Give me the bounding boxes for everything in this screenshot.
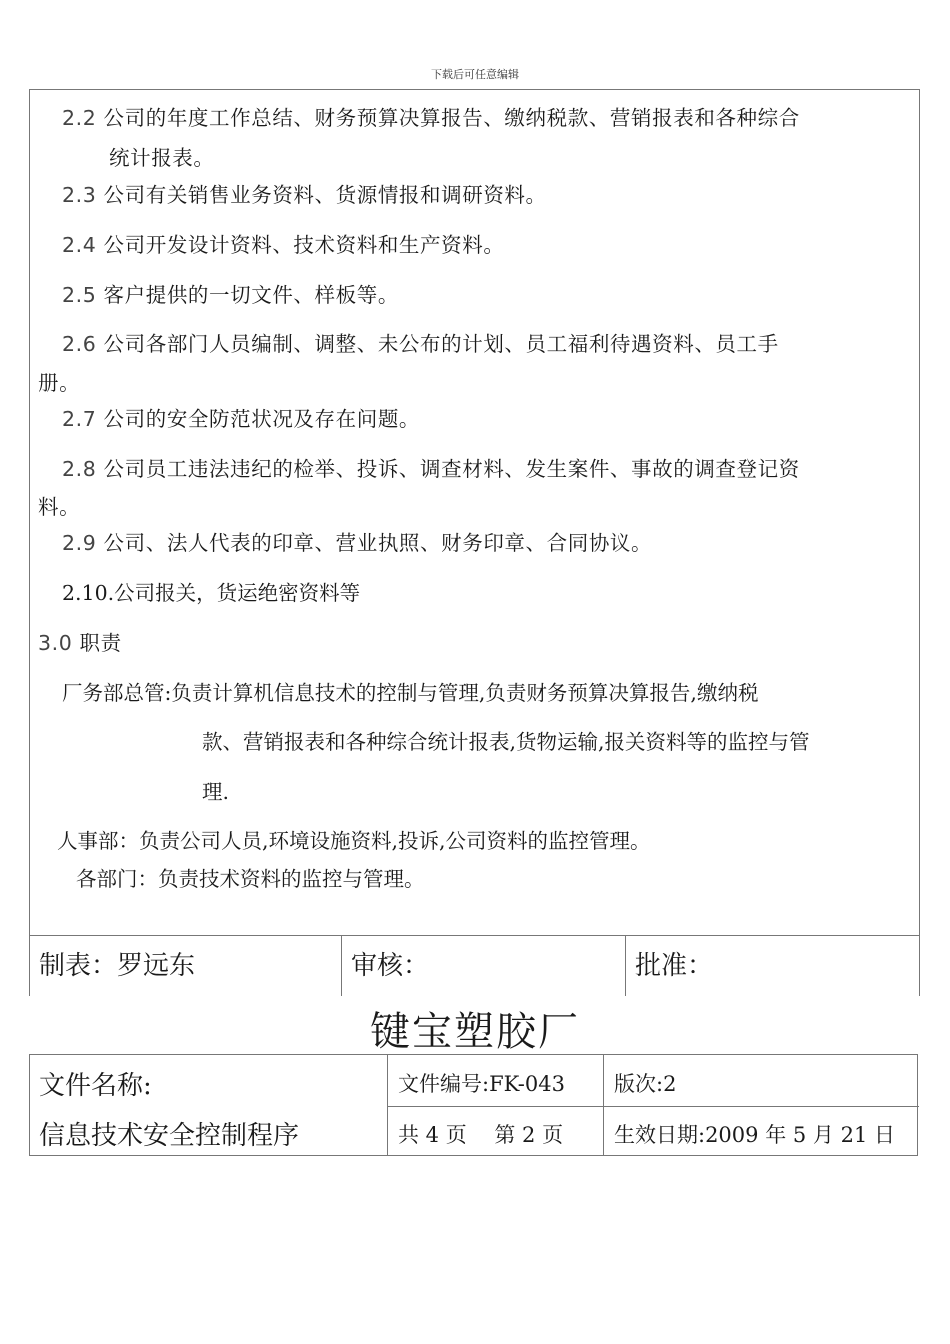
item-number: 2.6 — [62, 332, 97, 356]
section-3-heading — [38, 626, 122, 656]
item-2-3 — [62, 178, 547, 208]
page-info: 共 4 页 第 2 页 — [398, 1123, 564, 1147]
item-2-2-cont: 统计报表。 — [109, 146, 215, 170]
item-2-7 — [62, 402, 420, 432]
doc-name-label: 文件名称: — [39, 1071, 152, 1101]
item-2-5 — [62, 278, 399, 308]
factory-head-line2: 款、营销报表和各种综合统计报表,货物运输,报关资料等的监控与管 — [202, 730, 810, 754]
item-text: 公司开发设计资料、技术资料和生产资料。 — [103, 233, 505, 257]
item-text: 公司各部门人员编制、调整、未公布的计划、员工福利待遇资料、员工手 — [103, 332, 779, 356]
item-text: 公司报关，货运绝密资料等 — [114, 581, 361, 605]
header-note: 下载后可任意编辑 — [431, 68, 519, 81]
section-title: 职责 — [79, 631, 122, 655]
doc-name-value: 信息技术安全控制程序 — [39, 1121, 300, 1151]
item-text: 公司员工违法违纪的检举、投诉、调查材料、发生案件、事故的调查登记资 — [103, 457, 800, 481]
factory-head-line3: 理. — [202, 780, 230, 804]
item-number: 2.7 — [62, 407, 97, 431]
departments-duty: 各部门：负责技术资料的监控与管理。 — [76, 867, 425, 891]
signature-row — [29, 935, 920, 996]
divider — [387, 1055, 388, 1155]
factory-head-line1: 厂务部总管:负责计算机信息技术的控制与管理,负责财务预算决算报告,缴纳税 — [62, 681, 759, 705]
item-2-10 — [62, 576, 360, 606]
item-2-2 — [62, 101, 800, 131]
item-text: 客户提供的一切文件、样板等。 — [103, 283, 399, 307]
item-text: 公司的年度工作总结、财务预算决算报告、缴纳税款、营销报表和各种综合 — [103, 106, 800, 130]
item-number: 2.8 — [62, 457, 97, 481]
item-number: 2.4 — [62, 233, 97, 257]
doc-number: 文件编号:FK-043 — [398, 1072, 565, 1096]
item-number: 2.3 — [62, 183, 97, 207]
approver-cell: 批准： — [635, 951, 714, 981]
reviewer-cell: 审核： — [351, 951, 430, 981]
item-text: 公司的安全防范状况及存在问题。 — [103, 407, 421, 431]
item-text: 公司、法人代表的印章、营业执照、财务印章、合同协议。 — [103, 531, 653, 555]
hr-duty: 人事部：负责公司人员,环境设施资料,投诉,公司资料的监控管理。 — [57, 829, 651, 853]
item-2-9 — [62, 526, 652, 556]
divider — [603, 1055, 604, 1155]
item-number: 2.10. — [62, 581, 115, 605]
section-number: 3.0 — [38, 631, 73, 655]
item-number: 2.9 — [62, 531, 97, 555]
company-name: 键宝塑胶厂 — [370, 1009, 580, 1055]
item-text: 公司有关销售业务资料、货源情报和调研资料。 — [103, 183, 547, 207]
item-2-6 — [62, 327, 779, 357]
divider — [388, 1106, 919, 1107]
maker-cell: 制表：罗远东 — [39, 951, 196, 981]
item-2-4 — [62, 228, 504, 258]
item-2-8 — [62, 452, 800, 482]
version: 版次:2 — [614, 1072, 677, 1096]
item-2-6-cont: 册。 — [38, 371, 81, 395]
effective-date: 生效日期:2009 年 5 月 21 日 — [614, 1123, 895, 1147]
item-number: 2.5 — [62, 283, 97, 307]
item-number: 2.2 — [62, 106, 97, 130]
item-2-8-cont: 料。 — [38, 495, 81, 519]
doc-info-table — [29, 1054, 918, 1156]
content-box — [29, 89, 920, 936]
